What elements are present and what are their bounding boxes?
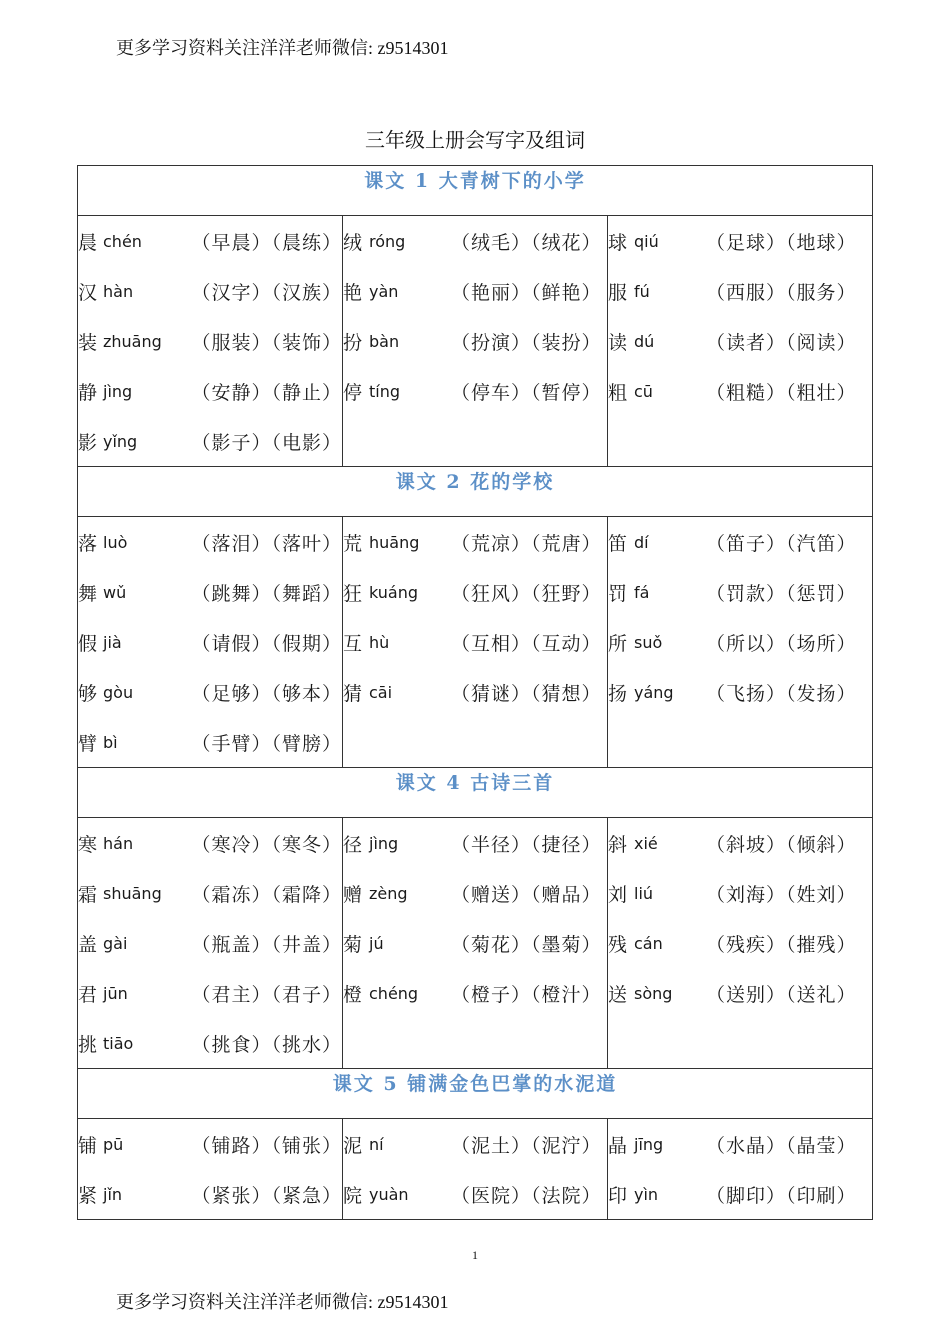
- word-column: [78, 517, 343, 768]
- word-combinations: （所以）（场所）: [706, 632, 857, 655]
- character: 臂: [78, 732, 98, 755]
- word-combinations: （脚印）（印刷）: [706, 1184, 857, 1207]
- word-entry: [343, 266, 607, 316]
- word-combinations: （刘海）（姓刘）: [706, 883, 857, 906]
- word-combinations: （笛子）（汽笛）: [706, 532, 857, 555]
- word-combinations: （落泪）（落叶）: [191, 532, 342, 555]
- character: 服: [608, 281, 628, 304]
- character: 互: [343, 632, 363, 655]
- pinyin: jìng: [369, 833, 399, 853]
- word-combinations: （汉字）（汉族）: [191, 281, 342, 304]
- word-entry: [608, 517, 872, 567]
- character: 猜: [343, 682, 363, 705]
- word-entry: [78, 1119, 342, 1169]
- pinyin: chén: [103, 231, 142, 251]
- character: 橙: [343, 983, 363, 1006]
- character: 荒: [343, 532, 363, 555]
- lesson-heading: 课文 5 铺满金色巴掌的水泥道: [78, 1069, 873, 1119]
- word-combinations: （安静）（静止）: [191, 381, 342, 404]
- word-column: [78, 216, 343, 467]
- pinyin: jīng: [634, 1134, 664, 1154]
- word-entry: [78, 818, 342, 868]
- word-combinations: （足球）（地球）: [706, 231, 857, 254]
- pinyin: ní: [369, 1134, 384, 1154]
- word-combinations: （送别）（送礼）: [706, 983, 857, 1006]
- character: 汉: [78, 281, 98, 304]
- word-combinations: （飞扬）（发扬）: [706, 682, 857, 705]
- word-combinations: （瓶盖）（井盖）: [191, 933, 342, 956]
- word-entry: [343, 918, 607, 968]
- lesson-heading: 课文 2 花的学校: [78, 467, 873, 517]
- word-entry: [343, 366, 607, 416]
- word-combinations: （扮演）（装扮）: [451, 331, 602, 354]
- character: 铺: [78, 1134, 98, 1157]
- word-entry: [78, 617, 342, 667]
- pinyin: xié: [634, 833, 658, 853]
- pinyin: zhuāng: [103, 331, 162, 351]
- word-combinations: （赠送）（赠品）: [451, 883, 602, 906]
- character: 停: [343, 381, 363, 404]
- pinyin: dú: [634, 331, 655, 351]
- word-combinations: （橙子）（橙汁）: [451, 983, 602, 1006]
- word-entry: [343, 567, 607, 617]
- word-entry: [608, 818, 872, 868]
- word-combinations: （影子）（电影）: [191, 431, 342, 454]
- character: 印: [608, 1184, 628, 1207]
- word-column: [343, 818, 608, 1069]
- word-column: [343, 216, 608, 467]
- character: 假: [78, 632, 98, 655]
- character: 霜: [78, 883, 98, 906]
- pinyin: shuāng: [103, 883, 162, 903]
- pinyin: hán: [103, 833, 134, 853]
- lesson-heading-row: [78, 467, 873, 517]
- word-entry: [343, 316, 607, 366]
- word-entry: [608, 868, 872, 918]
- word-entry: [78, 216, 342, 266]
- pinyin: hàn: [103, 281, 134, 301]
- word-entry: [78, 667, 342, 717]
- pinyin: yàn: [369, 281, 399, 301]
- word-entry: [78, 717, 342, 767]
- word-column: [608, 216, 873, 467]
- word-column: [608, 818, 873, 1069]
- pinyin: cán: [634, 933, 663, 953]
- character: 所: [608, 632, 628, 655]
- character: 影: [78, 431, 98, 454]
- word-combinations: （绒毛）（绒花）: [451, 231, 602, 254]
- word-entry: [343, 216, 607, 266]
- character: 落: [78, 532, 98, 555]
- character: 院: [343, 1184, 363, 1207]
- pinyin: zèng: [369, 883, 408, 903]
- word-entry: [343, 667, 607, 717]
- character: 径: [343, 833, 363, 856]
- character: 狂: [343, 582, 363, 605]
- word-entry: [78, 918, 342, 968]
- word-entry: [608, 667, 872, 717]
- character: 残: [608, 933, 628, 956]
- character: 晶: [608, 1134, 628, 1157]
- word-combinations: （荒凉）（荒唐）: [451, 532, 602, 555]
- lesson-heading-row: [78, 1069, 873, 1119]
- pinyin: wǔ: [103, 582, 127, 602]
- word-combinations: （猜谜）（猜想）: [451, 682, 602, 705]
- lesson-body-row: [78, 818, 873, 1069]
- pinyin: sòng: [634, 983, 673, 1003]
- word-entry: [78, 366, 342, 416]
- character: 泥: [343, 1134, 363, 1157]
- lesson-body-row: [78, 1119, 873, 1220]
- word-combinations: （服装）（装饰）: [191, 331, 342, 354]
- pinyin: jìng: [103, 381, 133, 401]
- word-entry: [78, 567, 342, 617]
- pinyin: tíng: [369, 381, 401, 401]
- word-column: [608, 517, 873, 768]
- word-combinations: （斜坡）（倾斜）: [706, 833, 857, 856]
- character: 君: [78, 983, 98, 1006]
- word-combinations: （读者）（阅读）: [706, 331, 857, 354]
- pinyin: gòu: [103, 682, 134, 702]
- word-entry: [78, 416, 342, 466]
- word-combinations: （早晨）（晨练）: [191, 231, 342, 254]
- character: 静: [78, 381, 98, 404]
- pinyin: chéng: [369, 983, 419, 1003]
- word-entry: [343, 868, 607, 918]
- character: 扬: [608, 682, 628, 705]
- pinyin: bàn: [369, 331, 400, 351]
- word-entry: [608, 366, 872, 416]
- word-column: [78, 1119, 343, 1220]
- word-combinations: （粗糙）（粗壮）: [706, 381, 857, 404]
- pinyin: jià: [103, 632, 122, 652]
- character: 挑: [78, 1033, 98, 1056]
- character: 罚: [608, 582, 628, 605]
- word-combinations: （水晶）（晶莹）: [706, 1134, 857, 1157]
- pinyin: dí: [634, 532, 649, 552]
- pinyin: qiú: [634, 231, 659, 251]
- word-combinations: （铺路）（铺张）: [191, 1134, 342, 1157]
- pinyin: jūn: [103, 983, 128, 1003]
- word-combinations: （停车）（暂停）: [451, 381, 602, 404]
- pinyin: yáng: [634, 682, 674, 702]
- pinyin: gài: [103, 933, 128, 953]
- page-number: 1: [472, 1248, 478, 1262]
- character: 读: [608, 331, 628, 354]
- vocabulary-table: [77, 165, 873, 1220]
- pinyin: cāi: [369, 682, 393, 702]
- word-combinations: （菊花）（墨菊）: [451, 933, 602, 956]
- word-entry: [343, 968, 607, 1018]
- pinyin: jǐn: [103, 1184, 123, 1204]
- character: 斜: [608, 833, 628, 856]
- word-entry: [608, 617, 872, 667]
- pinyin: yìn: [634, 1184, 659, 1204]
- character: 紧: [78, 1184, 98, 1207]
- word-entry: [78, 1169, 342, 1219]
- pinyin: fá: [634, 582, 650, 602]
- pinyin: luò: [103, 532, 128, 552]
- character: 舞: [78, 582, 98, 605]
- word-combinations: （西服）（服务）: [706, 281, 857, 304]
- character: 刘: [608, 883, 628, 906]
- pinyin: hù: [369, 632, 390, 652]
- character: 艳: [343, 281, 363, 304]
- character: 晨: [78, 231, 98, 254]
- character: 笛: [608, 532, 628, 555]
- character: 寒: [78, 833, 98, 856]
- lesson-heading: 课文 1 大青树下的小学: [78, 166, 873, 216]
- word-combinations: （罚款）（惩罚）: [706, 582, 857, 605]
- lesson-heading-row: [78, 768, 873, 818]
- word-entry: [78, 1018, 342, 1068]
- word-combinations: （泥土）（泥泞）: [451, 1134, 602, 1157]
- word-entry: [608, 918, 872, 968]
- word-entry: [608, 567, 872, 617]
- pinyin: suǒ: [634, 632, 663, 652]
- word-combinations: （跳舞）（舞蹈）: [191, 582, 342, 605]
- word-entry: [608, 266, 872, 316]
- pinyin: bì: [103, 732, 118, 752]
- character: 绒: [343, 231, 363, 254]
- word-combinations: （霜冻）（霜降）: [191, 883, 342, 906]
- word-entry: [608, 316, 872, 366]
- word-combinations: （残疾）（摧残）: [706, 933, 857, 956]
- pinyin: huāng: [369, 532, 420, 552]
- character: 装: [78, 331, 98, 354]
- lesson-heading: 课文 4 古诗三首: [78, 768, 873, 818]
- word-entry: [343, 517, 607, 567]
- word-combinations: （足够）（够本）: [191, 682, 342, 705]
- character: 够: [78, 682, 98, 705]
- pinyin: tiāo: [103, 1033, 134, 1053]
- word-entry: [78, 517, 342, 567]
- word-combinations: （手臂）（臂膀）: [191, 732, 342, 755]
- word-column: [343, 517, 608, 768]
- word-combinations: （寒冷）（寒冬）: [191, 833, 342, 856]
- word-entry: [608, 1119, 872, 1169]
- word-combinations: （请假）（假期）: [191, 632, 342, 655]
- word-column: [343, 1119, 608, 1220]
- word-entry: [343, 818, 607, 868]
- pinyin: liú: [634, 883, 654, 903]
- character: 菊: [343, 933, 363, 956]
- word-combinations: （狂风）（狂野）: [451, 582, 602, 605]
- character: 盖: [78, 933, 98, 956]
- lesson-body-row: [78, 517, 873, 768]
- pinyin: fú: [634, 281, 650, 301]
- word-entry: [343, 1169, 607, 1219]
- word-combinations: （半径）（捷径）: [451, 833, 602, 856]
- word-combinations: （君主）（君子）: [191, 983, 342, 1006]
- word-combinations: （挑食）（挑水）: [191, 1033, 342, 1056]
- word-entry: [343, 617, 607, 667]
- word-entry: [78, 266, 342, 316]
- word-combinations: （紧张）（紧急）: [191, 1184, 342, 1207]
- pinyin: yǐng: [103, 431, 138, 451]
- lesson-heading-row: [78, 166, 873, 216]
- lesson-body-row: [78, 216, 873, 467]
- pinyin: yuàn: [369, 1184, 409, 1204]
- word-combinations: （医院）（法院）: [451, 1184, 602, 1207]
- word-entry: [608, 1169, 872, 1219]
- word-column: [78, 818, 343, 1069]
- word-combinations: （互相）（互动）: [451, 632, 602, 655]
- character: 粗: [608, 381, 628, 404]
- character: 扮: [343, 331, 363, 354]
- word-combinations: （艳丽）（鲜艳）: [451, 281, 602, 304]
- pinyin: róng: [369, 231, 406, 251]
- word-entry: [78, 316, 342, 366]
- pinyin: jú: [369, 933, 384, 953]
- document-title: 三年级上册会写字及组词: [365, 128, 585, 152]
- word-entry: [343, 1119, 607, 1169]
- character: 球: [608, 231, 628, 254]
- word-entry: [78, 868, 342, 918]
- character: 送: [608, 983, 628, 1006]
- word-column: [608, 1119, 873, 1220]
- word-entry: [78, 968, 342, 1018]
- pinyin: cū: [634, 381, 653, 401]
- header-note: 更多学习资料关注洋洋老师微信: z9514301: [116, 38, 449, 58]
- word-entry: [608, 968, 872, 1018]
- character: 赠: [343, 883, 363, 906]
- pinyin: kuáng: [369, 582, 419, 602]
- footer-note: 更多学习资料关注洋洋老师微信: z9514301: [116, 1292, 449, 1312]
- pinyin: pū: [103, 1134, 124, 1154]
- word-entry: [608, 216, 872, 266]
